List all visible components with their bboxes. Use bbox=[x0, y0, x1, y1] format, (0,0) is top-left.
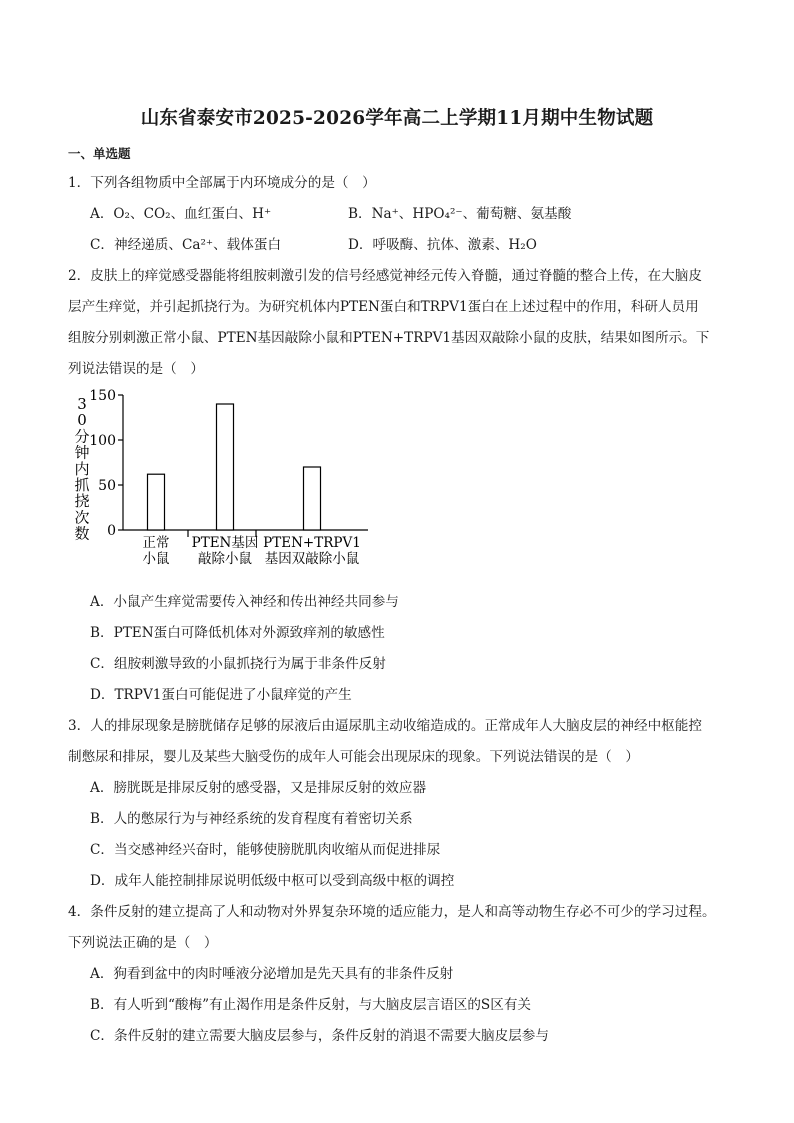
x-category-label: 基因双敲除小鼠 bbox=[264, 551, 360, 567]
y-tick-label: 0 bbox=[107, 523, 116, 539]
y-axis-label-char: 分 bbox=[74, 427, 90, 446]
question-4-stem-line: 4．条件反射的建立提高了人和动物对外界复杂环境的适应能力，是人和高等动物生存必不可少的学习过程。 bbox=[68, 904, 716, 920]
y-tick-label: 150 bbox=[89, 388, 116, 404]
option-a: A．狗看到盆中的肉时唾液分泌增加是先天具有的非条件反射 bbox=[90, 966, 454, 982]
y-tick-label: 50 bbox=[98, 478, 116, 494]
y-axis-label-char: 数 bbox=[74, 524, 90, 543]
page-title: 山东省泰安市2025-2026学年高二上学期11月期中生物试题 bbox=[140, 108, 654, 129]
option-b: B．人的憋尿行为与神经系统的发育程度有着密切关系 bbox=[90, 811, 413, 827]
question-3-stem-line: 3．人的排尿现象是膀胱储存足够的尿液后由逼尿肌主动收缩造成的。正常成年人大脑皮层的神经中枢能控 bbox=[68, 718, 702, 734]
x-category-label: 正常 bbox=[142, 535, 170, 551]
question-1-stem: 1．下列各组物质中全部属于内环境成分的是（ ） bbox=[68, 175, 376, 191]
option-b: B．PTEN蛋白可降低机体对外源致痒剂的敏感性 bbox=[90, 625, 385, 641]
option-c: C．条件反射的建立需要大脑皮层参与，条件反射的消退不需要大脑皮层参与 bbox=[90, 1028, 549, 1044]
y-axis-label-char: 抓 bbox=[74, 476, 90, 494]
bar-chart bbox=[68, 387, 398, 587]
y-axis-label-char: 次 bbox=[74, 508, 90, 527]
question-1 bbox=[68, 168, 726, 261]
question-4-stem-line: 下列说法正确的是（ ） bbox=[68, 935, 218, 951]
x-category-label: 小鼠 bbox=[142, 551, 170, 567]
question-3-stem-line: 制憋尿和排尿，婴儿及某些大脑受伤的成年人可能会出现尿床的现象。下列说法错误的是（ ） bbox=[68, 749, 639, 765]
y-axis-label-char: 3 bbox=[77, 395, 87, 413]
y-axis-label-char: 挠 bbox=[74, 492, 90, 511]
question-3 bbox=[68, 711, 726, 897]
option-c: C．神经递质、Ca²⁺、载体蛋白 bbox=[90, 237, 282, 253]
y-axis-label-char: 0 bbox=[77, 411, 87, 430]
bar bbox=[217, 404, 234, 530]
option-c: C．当交感神经兴奋时，能够使膀胱肌肉收缩从而促进排尿 bbox=[90, 842, 441, 858]
option-b: B．Na⁺、HPO₄²⁻、葡萄糖、氨基酸 bbox=[348, 206, 572, 222]
option-a: A．小鼠产生痒觉需要传入神经和传出神经共同参与 bbox=[90, 594, 399, 610]
x-category-label: PTEN+TRPV1 bbox=[263, 535, 361, 551]
option-c: C．组胺刺激导致的小鼠抓挠行为属于非条件反射 bbox=[90, 656, 386, 672]
bar-chart-svg bbox=[68, 387, 398, 587]
question-4 bbox=[68, 897, 726, 1052]
section-heading: 一、单选题 bbox=[68, 146, 131, 161]
option-a: A．O₂、CO₂、血红蛋白、H⁺ bbox=[90, 206, 272, 222]
y-tick-label: 100 bbox=[89, 433, 116, 449]
option-b: B．有人听到“酸梅”有止渴作用是条件反射，与大脑皮层言语区的S区有关 bbox=[90, 997, 532, 1013]
question-2 bbox=[68, 261, 726, 711]
question-2-stem-line: 层产生痒觉，并引起抓挠行为。为研究机体内PTEN蛋白和TRPV1蛋白在上述过程中的作用，科研人员用 bbox=[68, 299, 699, 315]
x-category-label: PTEN基因 bbox=[191, 535, 259, 551]
y-axis-label-char: 钟 bbox=[74, 443, 90, 462]
option-d: D．成年人能控制排尿说明低级中枢可以受到高级中枢的调控 bbox=[90, 873, 455, 889]
option-d: D．TRPV1蛋白可能促进了小鼠痒觉的产生 bbox=[90, 687, 352, 703]
bar bbox=[148, 474, 165, 530]
bar bbox=[304, 467, 321, 530]
question-2-stem-line: 列说法错误的是（ ） bbox=[68, 361, 204, 377]
question-1-options bbox=[68, 199, 726, 261]
option-d: D．呼吸酶、抗体、激素、H₂O bbox=[348, 237, 537, 253]
question-2-stem-line: 组胺分别刺激正常小鼠、PTEN基因敲除小鼠和PTEN+TRPV1基因双敲除小鼠的皮肤，结果如图所示。下 bbox=[68, 330, 710, 346]
option-a: A．膀胱既是排尿反射的感受器，又是排尿反射的效应器 bbox=[90, 780, 427, 796]
x-category-label: 敲除小鼠 bbox=[198, 551, 252, 567]
y-axis-label-char: 内 bbox=[74, 459, 90, 478]
question-2-stem-line: 2．皮肤上的痒觉感受器能将组胺刺激引发的信号经感觉神经元传入脊髓，通过脊髓的整合上传，在大脑皮 bbox=[68, 268, 702, 284]
